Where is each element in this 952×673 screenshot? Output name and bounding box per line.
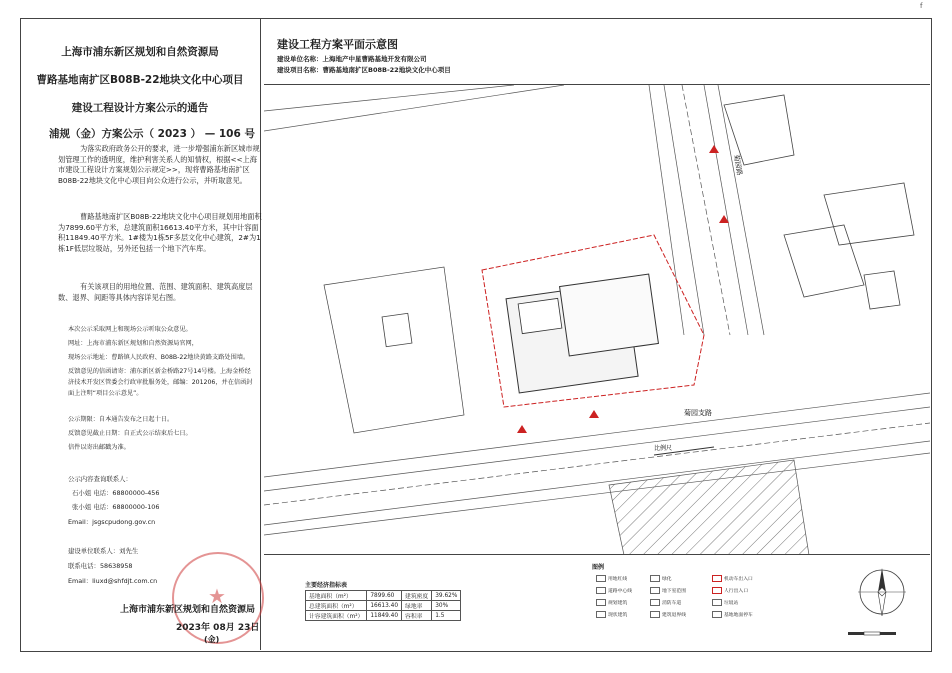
notice-paragraph-1: 为落实政府政务公开的要求，进一步增强浦东新区城市规划管理工作的透明度，维护利害关系人的知情权，根据<<上海市建设工程设计方案规划公示规定>>，现将曹路基地南扩区B08B-22地块文化中心项目向公众进行公示，并听取意见。 xyxy=(58,144,260,185)
table-cell: 1.5 xyxy=(432,611,461,621)
adjacent-plot xyxy=(324,267,464,433)
legend-item: 消防车道 xyxy=(650,599,681,606)
signature-authority: 上海市浦东新区规划和自然资源局 xyxy=(120,605,256,615)
info-line: 本次公示采取网上和现场公示听取公众意见。 xyxy=(68,326,192,333)
legend-title: 图例 xyxy=(592,564,605,571)
adjacent-building xyxy=(382,313,412,346)
building-core xyxy=(518,298,562,333)
drawing-header xyxy=(277,36,451,74)
drawing-title: 建设工程方案平面示意图 xyxy=(277,38,398,51)
road-label: 菊园支路 xyxy=(684,409,712,417)
notice-paragraph-2: 曹路基地南扩区B08B-22地块文化中心项目规划用地面积为7899.60平方米，总建筑面积16613.40平方米，其中计容面积11849.40平方米。1#楼为1栋5F多层文化中心建筑，2#为1栋1F低层垃圾站，另外还包括一个地下汽车库。 xyxy=(58,212,262,253)
north-arrow-icon xyxy=(852,562,912,622)
table-cell: 基地面积（m²） xyxy=(306,591,367,601)
table-cell: 计容建筑面积（m²） xyxy=(306,611,367,621)
neighbor-buildings xyxy=(724,95,914,309)
table-cell: 绿地率 xyxy=(402,601,432,611)
table-cell: 容积率 xyxy=(402,611,432,621)
table-cell: 16613.40 xyxy=(367,601,402,611)
legend-item: 垃圾站 xyxy=(712,599,738,606)
authority-title: 上海市浦东新区规划和自然资源局 xyxy=(61,46,219,58)
legend-item: 规划建筑 xyxy=(596,599,627,606)
seal-text: (金) xyxy=(204,635,220,644)
table-row xyxy=(306,591,461,601)
legend-item: 地下室范围 xyxy=(650,587,686,594)
info-line: 信件以寄出邮戳为准。 xyxy=(68,444,130,451)
road-label-vertical: 菊园路 xyxy=(732,153,744,177)
info-line: 公示期限：自本通告发布之日起十日。 xyxy=(68,416,174,423)
contact-email: Email：jsgscpudong.gov.cn xyxy=(68,518,156,526)
legend-item: 机动车出入口 xyxy=(712,575,753,582)
contact-line: 张小姐 电话：68800000-106 xyxy=(72,503,160,511)
legend-item: 建筑退界线 xyxy=(650,611,686,618)
table-cell: 11849.40 xyxy=(367,611,402,621)
stats-table xyxy=(305,590,461,621)
info-line: 现场公示地址：曹路镇人民政府、B08B-22地块黄路支路处围墙。 xyxy=(68,354,250,361)
notice-paragraph-3: 有关该项目的用地位置、范围、建筑面积、建筑高度层数、退界、间距等具体内容详见右图。 xyxy=(58,282,253,302)
legend-item: 人行出入口 xyxy=(712,587,748,594)
legend-item: 用地红线 xyxy=(596,575,627,582)
page-mark: f xyxy=(920,2,923,10)
building-wing xyxy=(560,274,659,356)
signature-date: 2023年 08月 23日 xyxy=(176,623,260,633)
stats-title: 主要经济指标表 xyxy=(305,582,348,589)
table-cell: 7899.60 xyxy=(367,591,402,601)
project-title: 曹路基地南扩区B08B-22地块文化中心项目 xyxy=(36,74,244,86)
contact-line: 石小姐 电话：68800000-456 xyxy=(72,489,160,497)
table-row xyxy=(306,611,461,621)
scale-label: 比例尺 xyxy=(654,445,673,452)
table-cell: 30% xyxy=(432,601,461,611)
legend-item: 绿化 xyxy=(650,575,672,582)
hatched-plot xyxy=(609,460,809,555)
notice-title: 建设工程设计方案公示的通告 xyxy=(71,102,209,114)
builder-phone: 联系电话：58638958 xyxy=(68,562,133,570)
document-number: 浦规（金）方案公示（ 2023 ） — 106 号 xyxy=(49,128,255,140)
legend-item: 道路中心线 xyxy=(596,587,632,594)
info-line: 反馈意见的信函请寄：浦东新区新金桥路27号14号楼。上海金桥经济技术开发区管委会行政审批服务处，邮编：201206，并在信函封面上注明“项目公示意见”。 xyxy=(68,368,253,397)
legend-item: 现状建筑 xyxy=(596,611,627,618)
table-cell: 39.62% xyxy=(432,591,461,601)
site-plan xyxy=(264,84,930,555)
table-cell: 总建筑面积（m²） xyxy=(306,601,367,611)
contacts-title: 公示内容查询联系人： xyxy=(68,475,132,483)
table-row xyxy=(306,601,461,611)
info-line: 网址：上海市浦东新区规划和自然资源局官网， xyxy=(68,340,198,347)
legend-item: 基地地面停车 xyxy=(712,611,753,618)
info-line: 反馈意见截止日期：自正式公示结束后七日。 xyxy=(68,430,192,437)
table-cell: 建筑密度 xyxy=(402,591,432,601)
project-name: 建设项目名称：曹路基地南扩区B08B-22地块文化中心项目 xyxy=(277,66,451,74)
scale-bar xyxy=(846,626,916,640)
builder-email: Email：liuxd@shfdjt.com.cn xyxy=(68,577,158,585)
builder-name: 建设单位名称：上海地产中星曹路基地开发有限公司 xyxy=(277,55,427,63)
builder-contact: 建设单位联系人：刘先生 xyxy=(68,547,139,555)
